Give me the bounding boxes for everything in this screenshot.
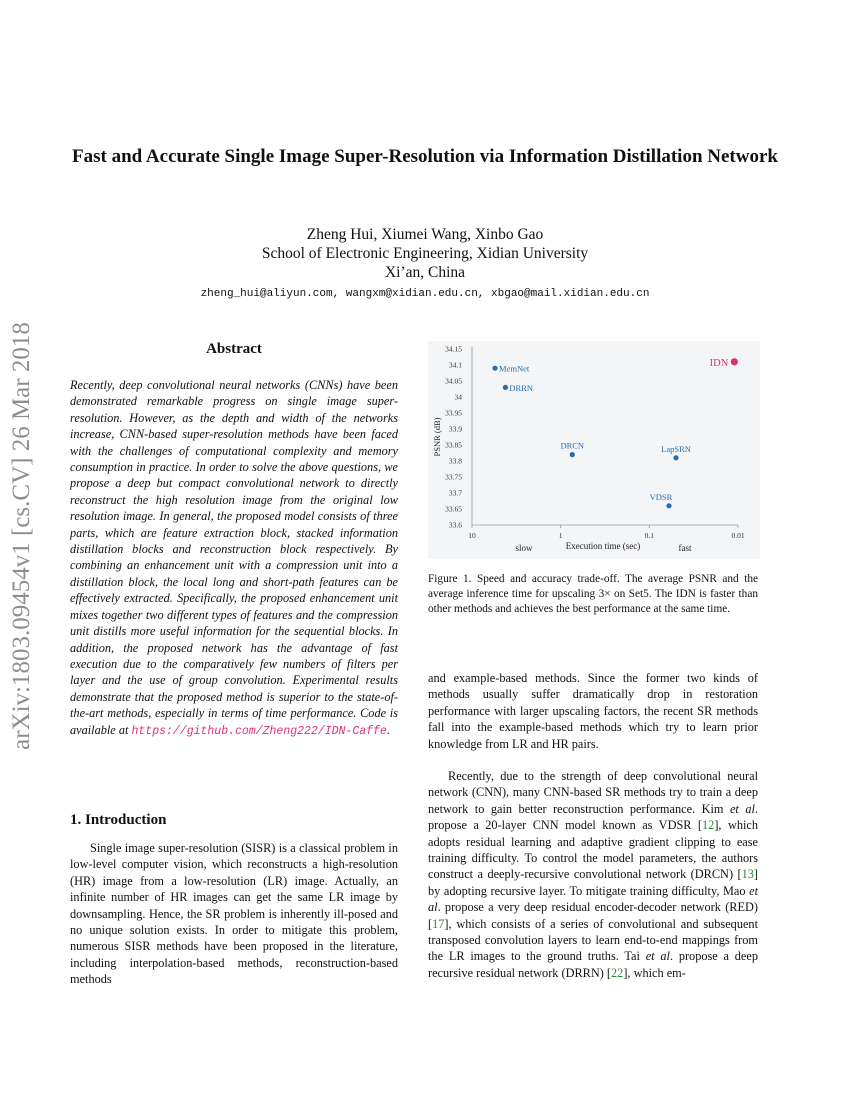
- authors: Zheng Hui, Xiumei Wang, Xinbo Gao: [306, 226, 544, 243]
- abstract-body: Recently, deep convolutional neural networks (CNNs) have been demonstrated remarkable progress on single image super-resolution. However, as the depth and width of the networks increase, CNN-based super-resolution methods have been faced with the challenges of computational complexity and memory consumption in practice. In order to solve the above questions, we propose a deep but compact convolutional network to directly reconstruct the high resolution image from the original low resolution image. In general, the proposed model consists of three parts, which are feature extraction block, stacked information distillation blocks and reconstruction block respectively. By combining an enhancement unit with a compression unit into a distillation block, the local long and short-path features can be effectively extracted. Specifically, the proposed enhancement unit mixes together two different types of features and the compression unit distills more useful information for the sequential blocks. In addition, the proposed network has the advantage of fast execution due to the comparatively few numbers of filters per layer and the use of group convolution. Experimental results demonstrate that the proposed method is superior to the state-of-the-art methods, especially in terms of time performance. Code is available at: [70, 378, 398, 737]
- point-idn: [731, 358, 738, 365]
- point-drrn: [503, 385, 508, 390]
- text-run: ] by adopting recursive layer. To mitigate training difficulty, Mao: [428, 867, 758, 898]
- text-run: . propose a very deep residual encoder-decoder network (RED) [: [428, 900, 758, 931]
- slow-label: slow: [515, 543, 533, 553]
- y-tick-label: 33.9: [448, 424, 462, 434]
- abstract-heading: Abstract: [206, 341, 262, 357]
- figure-caption: Figure 1. Speed and accuracy trade-off. The average PSNR and the average inference time for upscaling 3× on Set5. The IDN is faster than other methods and achieves the best performance at the same time.: [428, 573, 758, 615]
- text-run: et al: [428, 883, 758, 915]
- y-tick-label: 34.1: [448, 360, 462, 370]
- y-tick-label: 33.95: [445, 408, 462, 418]
- text-run: et al: [729, 801, 755, 816]
- y-tick-label: 34: [454, 392, 462, 402]
- intro-text: Single image super-resolution (SISR) is a classical problem in low-level computer vision, which reconstructs a high-resolution (HR) image from a low-resolution (LR) image. Actually, an infinite number of HR images can get the same LR image by downsampling. Hence, the SR problem is inherently ill-posed and no unique solution exists. In order to mitigate this problem, numerous SISR methods have been proposed in the literature, including interpolation-based methods, reconstruction-based methods: [70, 841, 398, 987]
- citation-link[interactable]: 13: [741, 867, 754, 882]
- text-run: . propose a 20-layer CNN model known as VDSR [: [428, 801, 758, 833]
- speed-accuracy-chart: [428, 341, 760, 559]
- citation-link[interactable]: 17: [432, 916, 445, 931]
- x-axis-label: Execution time (sec): [565, 541, 641, 551]
- code-link[interactable]: https://github.com/Zheng222/IDN-Caffe: [131, 724, 387, 738]
- y-tick-label: 33.85: [445, 440, 462, 450]
- y-tick-label: 33.8: [448, 456, 462, 466]
- y-axis-label: PSNR (dB): [432, 417, 442, 457]
- y-tick-label: 33.6: [448, 520, 462, 530]
- x-tick-label: 1: [558, 531, 563, 540]
- point-drcn: [570, 452, 575, 457]
- abstract-end: .: [386, 722, 390, 737]
- point-lapsrn: [673, 455, 678, 460]
- y-tick-label: 33.65: [445, 504, 462, 514]
- point-label-memnet: MemNet: [499, 363, 530, 374]
- text-run: . propose a deep recursive residual network (DRRN) [: [428, 949, 759, 980]
- y-tick-label: 34.05: [445, 376, 462, 386]
- x-tick-label: 0.1: [644, 531, 655, 540]
- author-emails: zheng_hui@aliyun.com, wangxm@xidian.edu.cn, xbgao@mail.xidian.edu.cn: [200, 288, 650, 300]
- affiliation: School of Electronic Engineering, Xidian University: [261, 245, 589, 262]
- point-memnet: [492, 366, 497, 371]
- chart-background: [428, 341, 760, 559]
- y-tick-label: 33.75: [445, 472, 462, 482]
- fast-label: fast: [678, 543, 692, 553]
- x-tick-label: 10: [468, 531, 476, 540]
- location: Xi’an, China: [384, 264, 466, 281]
- point-label-drcn: DRCN: [560, 440, 585, 451]
- point-label-vdsr: VDSR: [649, 491, 673, 502]
- text-run: et al: [645, 949, 670, 964]
- y-tick-label: 33.7: [448, 488, 462, 498]
- arxiv-stamp-text: arXiv:1803.09454v1 [cs.CV] 26 Mar 2018: [8, 322, 35, 750]
- text-run: ], which em-: [623, 965, 686, 980]
- point-label-lapsrn: LapSRN: [661, 443, 691, 454]
- point-label-idn: IDN: [709, 357, 729, 369]
- right-paragraph-1: and example-based methods. Since the former two kinds of methods usually suffer dramatically drop in restoration performance with larger upscaling factors, the recent SR methods fall into the example-based methods which try to learn prior knowledge from LR and HR pairs.: [428, 671, 758, 751]
- intro-heading: 1. Introduction: [70, 812, 167, 828]
- paper-title: Fast and Accurate Single Image Super-Resolution via Information Distillation Network: [72, 146, 778, 167]
- point-label-drrn: DRRN: [509, 382, 534, 393]
- point-vdsr: [666, 503, 671, 508]
- citation-link[interactable]: 12: [702, 818, 715, 833]
- x-tick-label: 0.01: [731, 531, 745, 540]
- text-run: ], which consists of a series of convolutional and subsequent transposed convolution layers to learn end-to-end mappings from the LR images to the ground truths. Tai: [428, 916, 758, 964]
- citation-link[interactable]: 22: [611, 965, 624, 980]
- right-paragraph-2: [428, 768, 758, 981]
- text-run: ], which adopts residual learning and adaptive gradient clipping to ease training difficulty. To control the model parameters, the authors construct a deeply-recursive convolutional network (DRCN) [: [428, 818, 758, 882]
- text-run: Recently, due to the strength of deep convolutional neural network (CNN), many CNN-based SR methods try to train a deep network to gain better reconstruction performance. Kim: [428, 769, 758, 816]
- abstract-text: [70, 377, 398, 740]
- y-tick-label: 34.15: [445, 344, 462, 354]
